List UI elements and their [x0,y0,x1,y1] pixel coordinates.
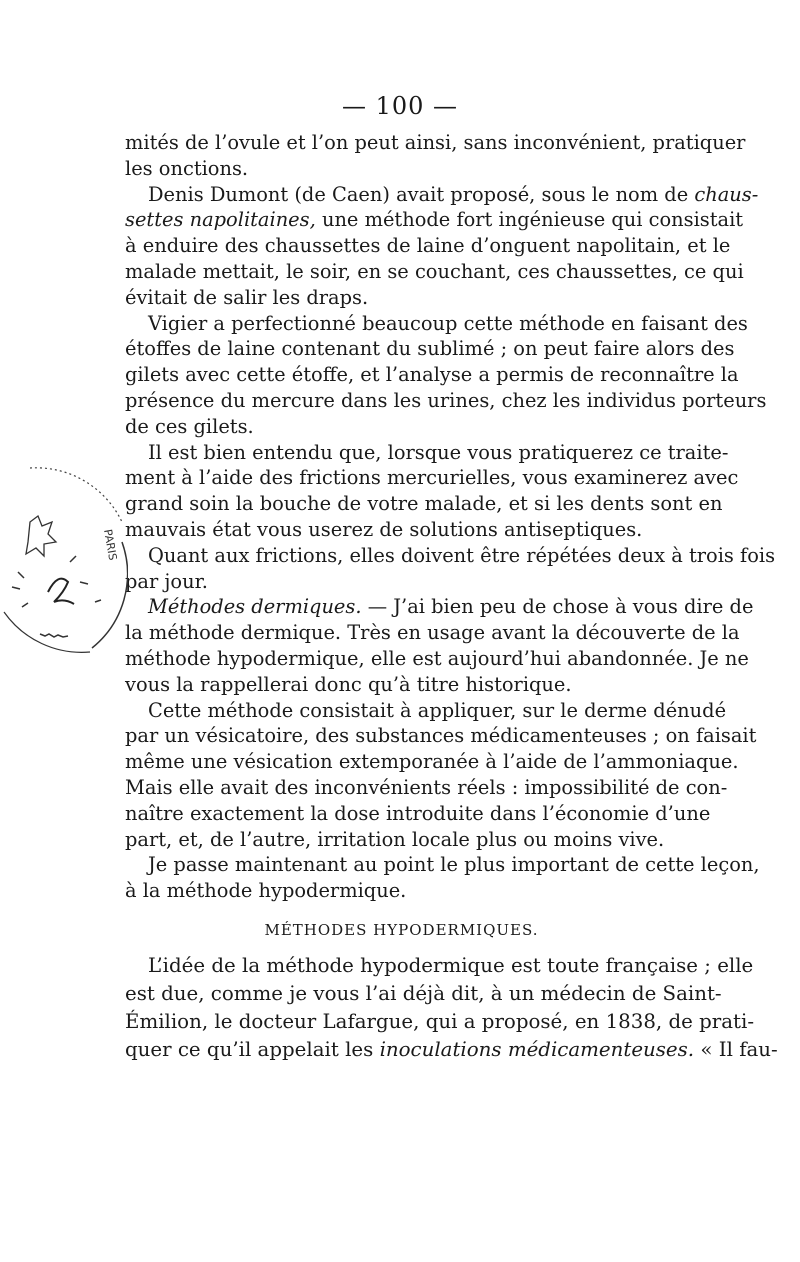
library-stamp [0,462,128,662]
italic-term: inoculations médicamenteuses. [379,1037,695,1061]
paragraph-3 [125,311,767,440]
text-line: naître exactement la dose introduite dans l’économie d’une [125,801,711,825]
text-line: malade mettait, le soir, en se couchant, ces chaussettes, ce qui [125,259,744,283]
text-line: ment à l’aide des frictions mercurielles, vous examinerez avec [125,466,739,490]
paragraph-7 [125,698,757,853]
text-line: grand soin la bouche de votre malade, et si les dents sont en [125,492,723,516]
text-line: étoffes de laine contenant du sublimé ; on peut faire alors des [125,337,735,361]
text-line: part, et, de l’autre, irritation locale plus ou moins vive. [125,827,665,851]
italic-heading: Méthodes dermiques. [148,595,362,619]
text-line: est due, comme je vous l’ai déjà dit, à un médecin de Saint- [125,981,722,1005]
text-line: gilets avec cette étoffe, et l’analyse a permis de reconnaître la [125,363,739,387]
text-line: settes napolitaines, une méthode fort ingénieuse qui consistait [125,208,744,232]
paragraph-2 [125,182,759,311]
text-line: mauvais état vous userez de solutions antiseptiques. [125,517,643,541]
stamp-text: PARIS [101,528,120,562]
paragraph-1 [125,130,746,182]
text-line: présence du mercure dans les urines, chez les individus porteurs [125,388,767,412]
text-line: par jour. [125,569,208,593]
paragraph-4 [125,440,739,543]
text-line: à la méthode hypodermique. [125,879,407,903]
text-line: Il est bien entendu que, lorsque vous pratiquerez ce traite- [148,440,729,464]
text-line: Quant aux frictions, elles doivent être répétées deux à trois fois [148,543,776,567]
text-line: L’idée de la méthode hypodermique est toute française ; elle [148,953,754,977]
paragraph-9 [125,952,778,1064]
text-line: évitait de salir les draps. [125,285,369,309]
paragraph-8 [125,852,760,904]
text-line: mités de l’ovule et l’on peut ainsi, sans inconvénient, pratiquer [125,131,746,154]
body-text [125,130,778,1064]
text-line: de ces gilets. [125,414,254,438]
text-line: les onctions. [125,156,249,180]
text-line: Denis Dumont (de Caen) avait proposé, sous le nom de chaus- [148,182,759,206]
page-number: — 100 — [341,92,459,120]
text-line: Vigier a perfectionné beaucoup cette méthode en faisant des [148,311,748,335]
text-line: par un vésicatoire, des substances médicamenteuses ; on faisait [125,724,757,748]
text-line: Cette méthode consistait à appliquer, sur le derme dénudé [148,698,727,722]
text-line: la méthode dermique. Très en usage avant la découverte de la [125,621,740,645]
text-line: Je passe maintenant au point le plus important de cette leçon, [148,853,760,877]
text-line: même une vésication extemporanée à l’aide de l’ammoniaque. [125,750,739,774]
paragraph-5 [125,543,776,595]
text-line: Mais elle avait des inconvénients réels : impossibilité de con- [125,775,728,799]
italic-term: chaus- [694,182,759,206]
italic-term: settes napolitaines, [125,208,316,232]
paragraph-6 [125,594,754,697]
text-line: Émilion, le docteur Lafargue, qui a proposé, en 1838, de prati- [125,1009,755,1033]
text-line: méthode hypodermique, elle est aujourd’hui abandonnée. Je ne [125,646,749,670]
text-line: à enduire des chaussettes de laine d’onguent napolitain, et le [125,234,731,258]
section-title: MÉTHODES HYPODERMIQUES. [264,920,539,939]
text-line: Méthodes dermiques. — J’ai bien peu de chose à vous dire de [148,595,754,619]
text-line: quer ce qu’il appelait les inoculations médicamenteuses. « Il fau- [125,1037,778,1061]
text-line: vous la rappellerai donc qu’à titre historique. [125,672,572,696]
